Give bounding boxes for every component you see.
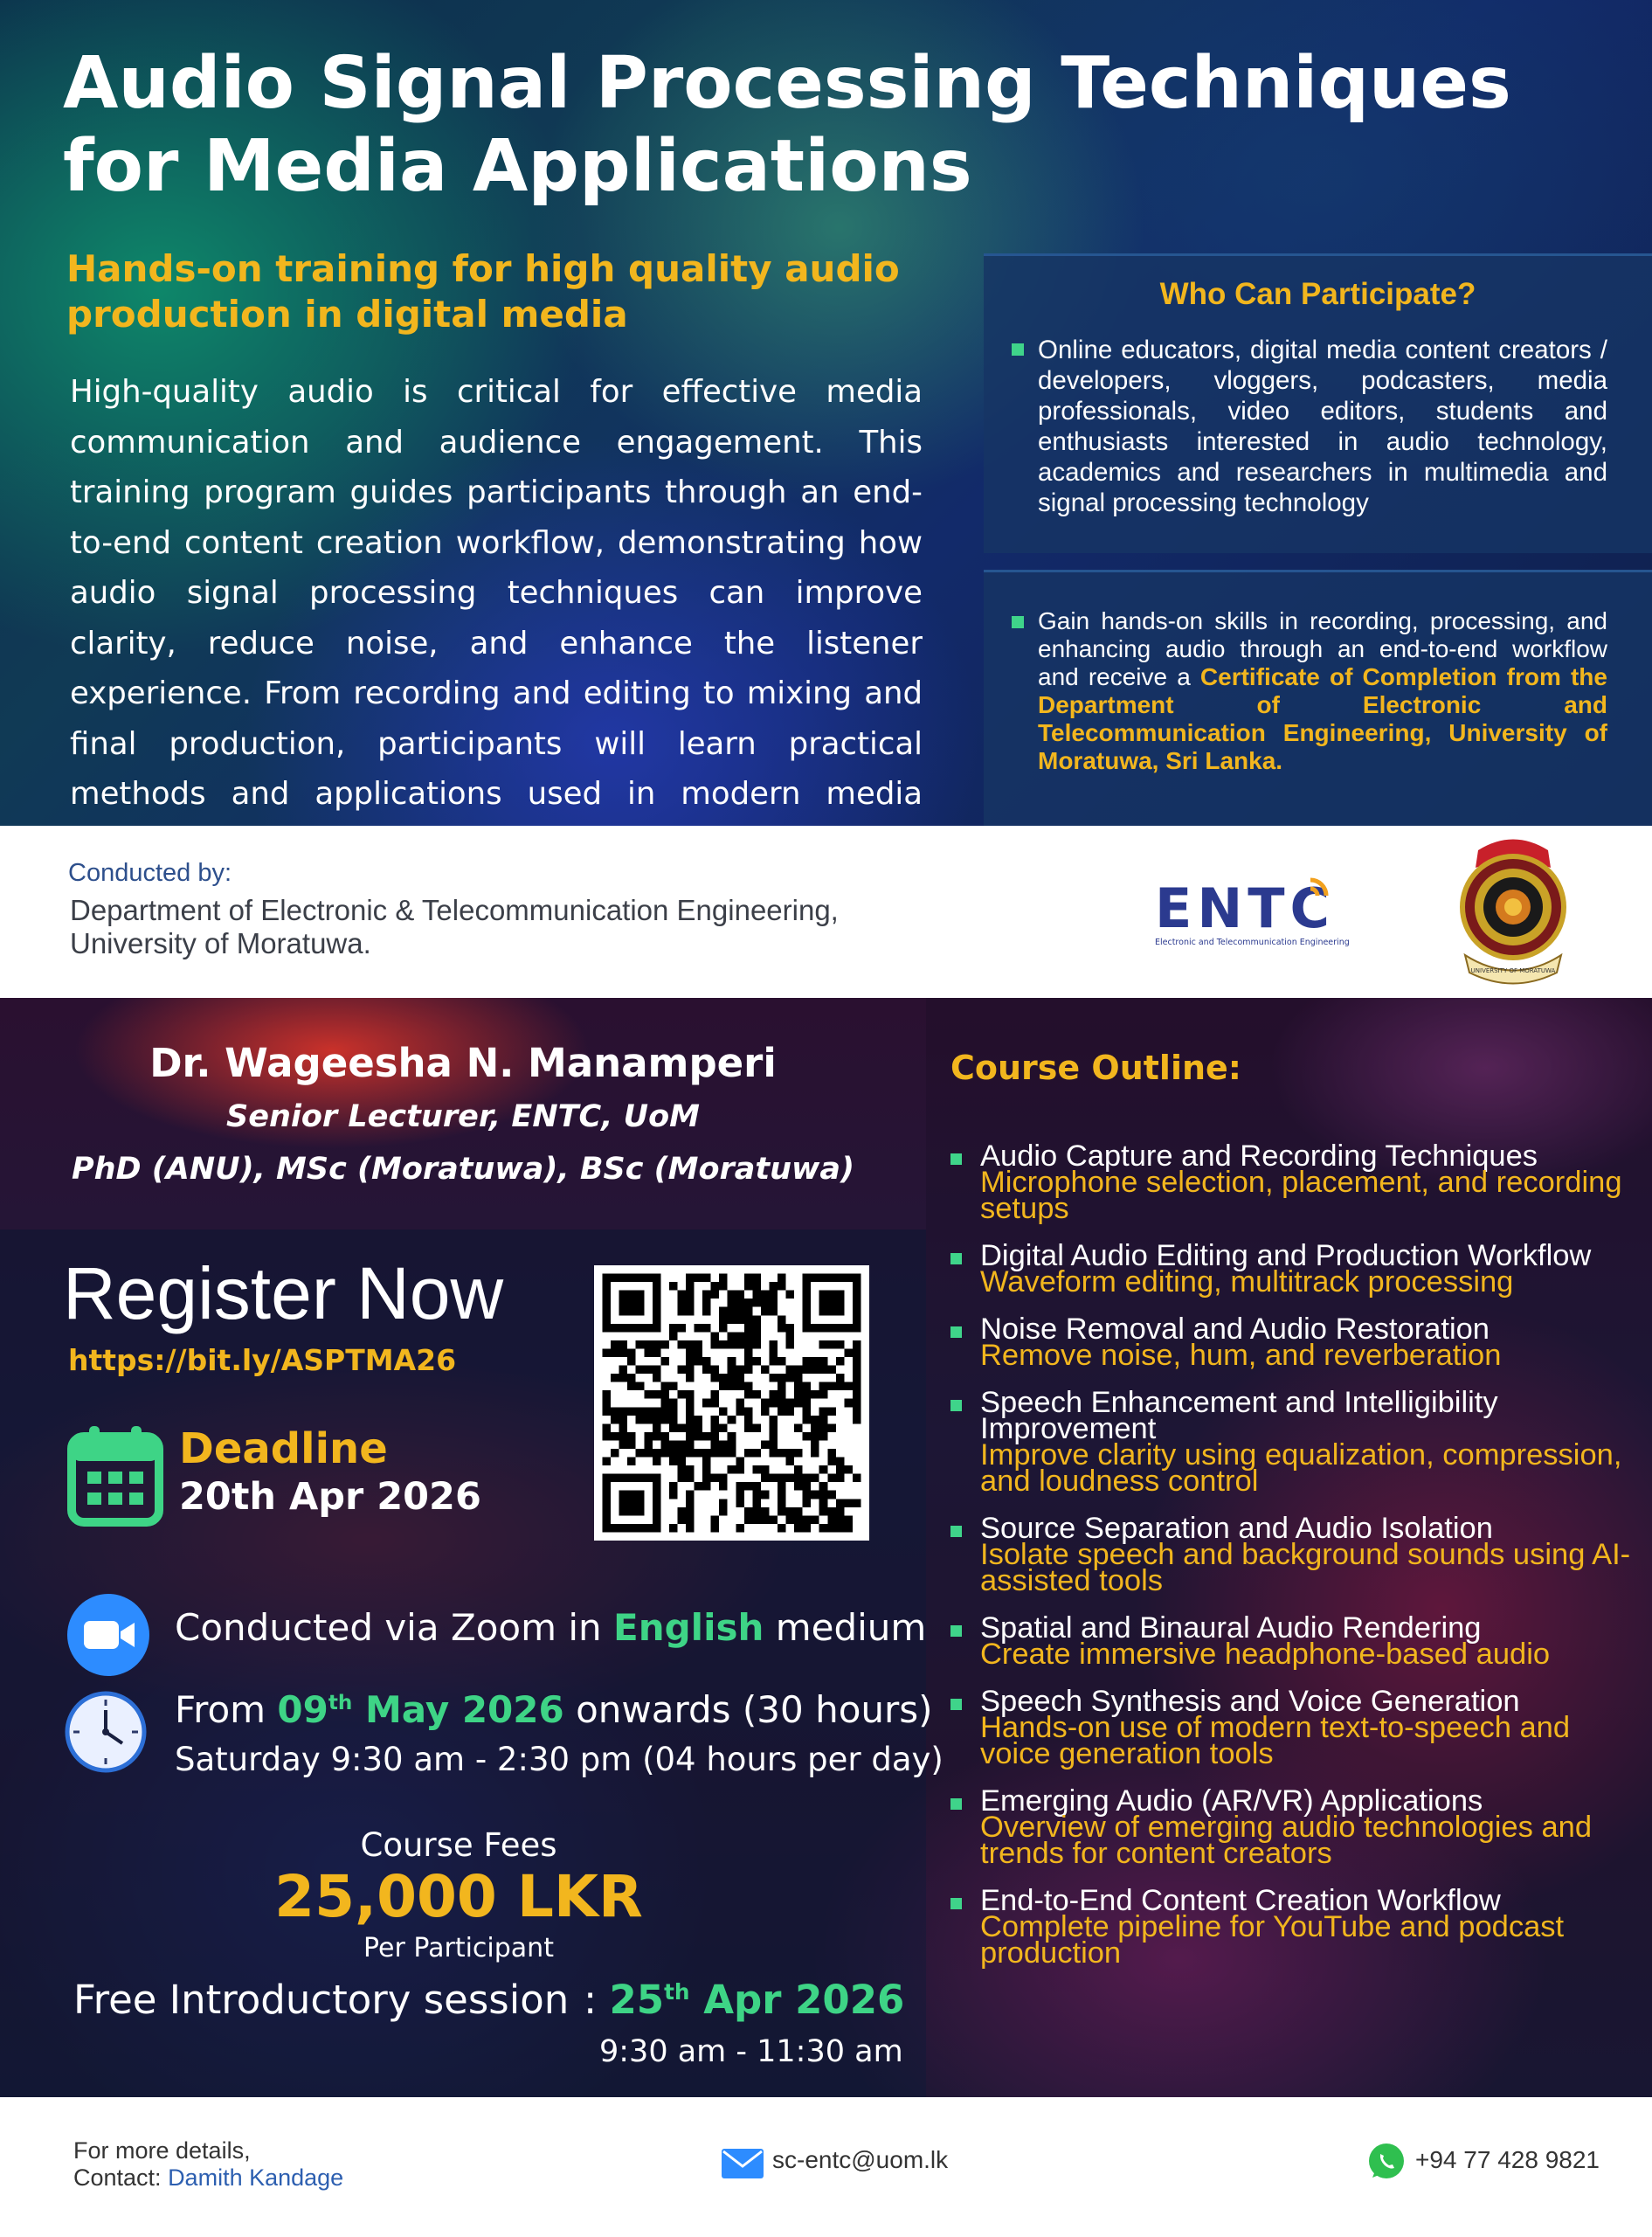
outline-item-title: Speech Synthesis and Voice Generation (980, 1685, 1520, 1718)
bullet-icon (950, 1153, 962, 1165)
university-crest-logo (1448, 833, 1579, 994)
outline-list (950, 1139, 1632, 1987)
certificate-text (1038, 607, 1607, 775)
outline-item-desc: Hands-on use of modern text-to-speech and voice generation tools (980, 1711, 1571, 1770)
intro-session-date (584, 1977, 904, 2023)
footer (0, 2097, 1652, 2237)
intro-month-year: Apr 2026 (689, 1977, 905, 2023)
outline-item-desc: Overview of emerging audio technologies and trends for content creators (980, 1811, 1593, 1870)
outline-item-desc: Microphone selection, placement, and recording setups (980, 1166, 1622, 1225)
fees-amount: 25,000 LKR (274, 1863, 643, 1930)
intro-session-label: Free Introductory session (73, 1977, 570, 2023)
who-can-participate-panel (984, 253, 1652, 553)
mail-icon (722, 2149, 764, 2178)
start-month-year: May 2026 (352, 1688, 564, 1731)
from-text: From (175, 1688, 278, 1731)
contact-name[interactable]: Damith Kandage (168, 2164, 344, 2191)
delivery-mode (175, 1606, 926, 1649)
bullet-icon (950, 1699, 962, 1710)
contact-email[interactable]: sc-entc@uom.lk (772, 2146, 949, 2173)
conducted-label: Conducted by: (68, 859, 232, 887)
footer-more-details: For more details, (73, 2137, 251, 2164)
intro-session-time: 9:30 am - 11:30 am (599, 2034, 903, 2069)
calendar-icon (66, 1424, 164, 1527)
university-line: University of Moratuwa. (70, 927, 371, 959)
outline-title: Course Outline: (950, 1049, 1242, 1087)
outline-item (950, 1611, 1632, 1671)
speaker-qualifications: PhD (ANU), MSc (Moratuwa), BSc (Moratuwa) (71, 1152, 855, 1187)
speaker-name: Dr. Wageesha N. Manamperi (149, 1040, 777, 1086)
certificate-plain: Gain hands-on skills in recording, processing, and enhancing audio through an end-to-end workflow and receive a (1038, 607, 1607, 690)
delivery-prefix: Conducted via Zoom in (175, 1606, 614, 1649)
intro-paragraph: High-quality audio is critical for effective media communication and audience engagement. This training program guides participants through an end-to-end content creation workflow, demonstrating how audio signal processing techniques can improve clarity, reduce noise, and enhance the listener experience. From recording and editing to mixing and final production, participants will learn practical methods and applications used in modern media (70, 374, 923, 812)
start-day-suffix: th (328, 1692, 353, 1714)
outline-item-desc: Isolate speech and background sounds using AI-assisted tools (980, 1538, 1631, 1597)
bullet-icon (950, 1326, 962, 1338)
bullet-icon (950, 1798, 962, 1810)
bullet-icon (950, 1625, 962, 1637)
outline-item (950, 1312, 1632, 1372)
outline-item-title: Digital Audio Editing and Production Workflow (980, 1239, 1592, 1272)
outline-item (950, 1386, 1632, 1498)
entc-logo (1155, 873, 1404, 960)
subtitle: Hands-on training for high quality audio production in digital media (66, 247, 900, 336)
outline-item (950, 1884, 1632, 1970)
hero-section (0, 0, 1652, 826)
entc-logo-text: ENTC (1155, 876, 1336, 940)
conducted-department (70, 894, 944, 960)
bullet-icon (950, 1253, 962, 1264)
outline-item-desc: Improve clarity using equalization, compression, and loudness control (980, 1438, 1622, 1498)
who-title: Who Can Participate? (1159, 277, 1476, 311)
intro-day-suffix: th (664, 1979, 690, 2005)
qr-code[interactable] (594, 1265, 869, 1541)
intro-day: 25 (609, 1977, 665, 2023)
outline-item-title: Audio Capture and Recording Techniques (980, 1139, 1538, 1173)
fees-per: Per Participant (363, 1933, 554, 1963)
deadline-label: Deadline (179, 1424, 388, 1473)
outline-item-title: End-to-End Content Creation Workflow (980, 1884, 1501, 1917)
whatsapp-icon (1367, 2143, 1406, 2181)
outline-item (950, 1139, 1632, 1225)
outline-item-title: Speech Enhancement and Intelligibility Improvement (980, 1386, 1498, 1445)
intro-colon: : (584, 1977, 610, 2023)
bullet-icon (1012, 343, 1024, 356)
outline-item-desc: Remove noise, hum, and reverberation (980, 1339, 1502, 1372)
bullet-icon (950, 1526, 962, 1537)
page-title: Audio Signal Processing Techniques for Media Applications (63, 42, 1511, 208)
bullet-icon (950, 1400, 962, 1411)
entc-logo-subtext: Electronic and Telecommunication Engineering (1155, 938, 1350, 947)
outline-item (950, 1685, 1632, 1770)
footer-contact (73, 2164, 343, 2192)
outline-item (950, 1784, 1632, 1870)
department-line: Department of Electronic & Telecommunication Engineering, (70, 894, 839, 926)
outline-item-title: Noise Removal and Audio Restoration (980, 1312, 1490, 1346)
start-day: 09 (277, 1688, 328, 1731)
outline-item-title: Source Separation and Audio Isolation (980, 1512, 1493, 1545)
bullet-icon (950, 1898, 962, 1909)
contact-label: Contact: (73, 2164, 169, 2191)
uom-logo-text: UNIVERSITY OF MORATUWA (1470, 967, 1556, 974)
start-date (277, 1688, 563, 1731)
start-date-line (175, 1688, 933, 1731)
duration-text: onwards (30 hours) (563, 1688, 933, 1731)
register-heading: Register Now (63, 1252, 504, 1334)
register-link[interactable]: https://bit.ly/ASPTMA26 (68, 1343, 457, 1377)
outline-item (950, 1512, 1632, 1597)
speaker-title: Senior Lecturer, ENTC, UoM (226, 1099, 700, 1134)
schedule-line: Saturday 9:30 am - 2:30 pm (04 hours per day) (175, 1741, 944, 1778)
who-text: Online educators, digital media content creators / developers, vloggers, podcasters, media professionals, video editors, students and enthusiasts interested in audio technology, academics and researchers in multimedia and signal processing technology (1038, 336, 1607, 517)
delivery-suffix: medium (764, 1606, 927, 1649)
outline-item-desc: Waveform editing, multitrack processing (980, 1265, 1514, 1299)
conducted-by-band (0, 826, 1652, 998)
fees-label: Course Fees (360, 1826, 557, 1864)
outline-item-desc: Complete pipeline for YouTube and podcast production (980, 1910, 1565, 1970)
clock-icon (65, 1691, 147, 1773)
language: English (613, 1606, 764, 1649)
zoom-icon (66, 1593, 150, 1677)
outline-item-title: Emerging Audio (AR/VR) Applications (980, 1784, 1483, 1818)
contact-phone[interactable]: +94 77 428 9821 (1415, 2146, 1600, 2173)
outline-item (950, 1239, 1632, 1299)
outline-item-desc: Create immersive headphone-based audio (980, 1638, 1551, 1671)
bullet-icon (1012, 616, 1024, 628)
outline-item-title: Spatial and Binaural Audio Rendering (980, 1611, 1482, 1645)
details-section (0, 998, 1652, 2097)
certificate-highlight: Certificate of Completion from the Department of Electronic and Telecommunication Engineering, University of Moratuwa, Sri Lanka. (1038, 663, 1607, 774)
certificate-panel (984, 570, 1652, 828)
deadline-date: 20th Apr 2026 (179, 1475, 481, 1519)
